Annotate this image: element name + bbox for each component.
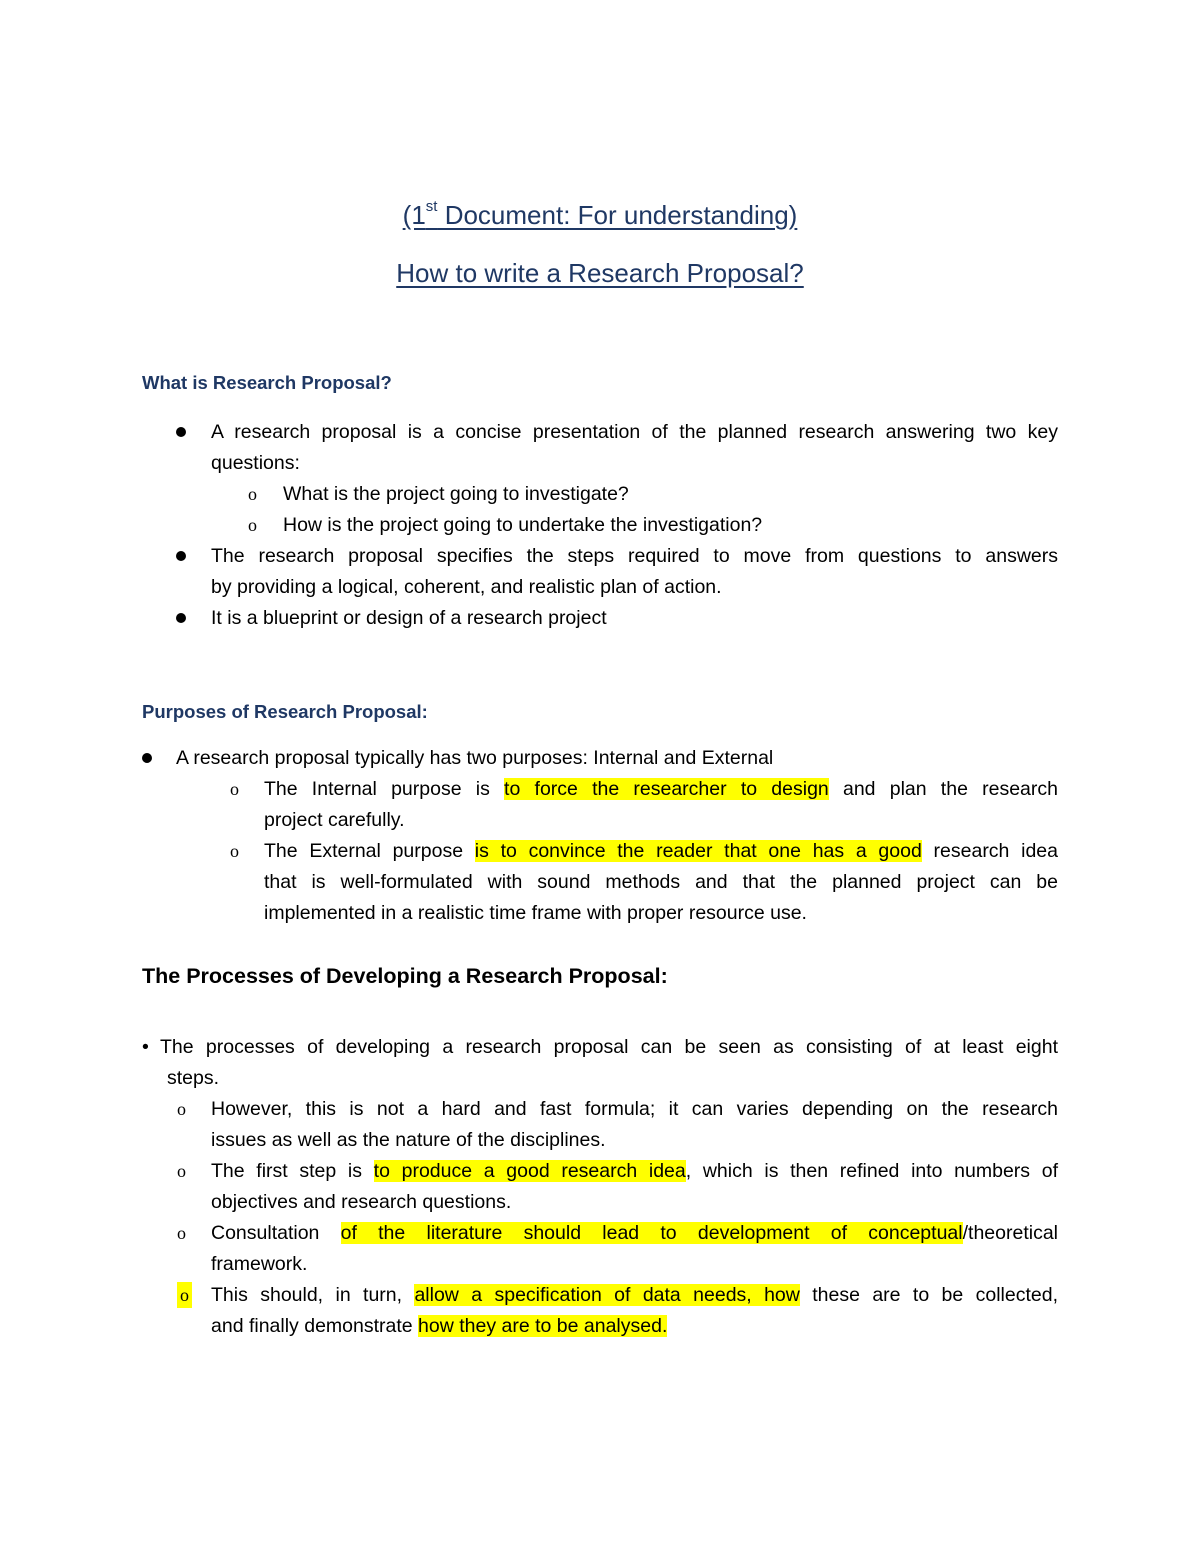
doc-superscript: st (425, 198, 438, 216)
list-item-text: It is a blueprint or design of a research project (211, 607, 607, 629)
sub-list-item-text: The first step is to produce a good research idea, which is then refined into numbers of (211, 1160, 1058, 1182)
highlight: how they are to be analysed. (418, 1315, 668, 1337)
bullet-icon (176, 613, 186, 623)
page-title: How to write a Research Proposal? (396, 258, 804, 288)
sub-bullet-icon: o (248, 515, 257, 535)
highlight: to produce a good research idea (373, 1160, 686, 1182)
sub-list-item-text: The Internal purpose is to force the researcher to design and plan the research (264, 778, 1058, 800)
sub-list-item-text: objectives and research questions. (211, 1191, 512, 1213)
highlight: is to convince the reader that one has a good (474, 840, 922, 862)
sub-list-item-text: However, this is not a hard and fast formula; it can varies depending on the research (211, 1098, 1058, 1120)
sub-list-item-text: Consultation of the literature should lead to development of conceptual/theoretical (211, 1222, 1058, 1244)
sub-list-item-text: How is the project going to undertake the investigation? (283, 514, 763, 536)
sub-bullet-icon: o (230, 841, 239, 861)
highlight: to force the researcher to design (504, 778, 829, 800)
sub-list-item-text: issues as well as the nature of the disciplines. (211, 1129, 606, 1151)
doc-prefix: (1 (402, 200, 426, 230)
document-label (0, 200, 1200, 231)
doc-label-rest: Document: For understanding) (437, 200, 798, 230)
list-item-text: The research proposal specifies the steps required to move from questions to answers (211, 545, 1058, 567)
highlight: allow a specification of data needs, how (414, 1284, 800, 1306)
sub-bullet-icon: o (177, 1282, 192, 1308)
list-item-text: questions: (211, 452, 300, 474)
sub-list-item-text: This should, in turn, allow a specification of data needs, how these are to be collected, (211, 1284, 1059, 1306)
list-item-text: The processes of developing a research proposal can be seen as consisting of at least eight (160, 1036, 1058, 1058)
list-item-text: A research proposal typically has two purposes: Internal and External (176, 747, 774, 769)
sub-bullet-icon: o (177, 1223, 186, 1243)
sub-list-item-text: implemented in a realistic time frame with proper resource use. (264, 902, 807, 924)
bullet-icon: • (142, 1036, 149, 1058)
bullet-icon (142, 753, 152, 763)
section-heading-what-is: What is Research Proposal? (142, 372, 392, 393)
sub-bullet-icon: o (230, 779, 239, 799)
section-heading-processes: The Processes of Developing a Research Proposal: (142, 964, 668, 988)
bullet-icon (176, 551, 186, 561)
section-heading-purposes: Purposes of Research Proposal: (142, 701, 428, 722)
bullet-icon (176, 427, 186, 437)
list-item-text: by providing a logical, coherent, and realistic plan of action. (211, 576, 722, 598)
sub-list-item-text: and finally demonstrate how they are to be analysed. (211, 1315, 668, 1337)
sub-list-item-text: framework. (211, 1253, 308, 1275)
sub-list-item-text: project carefully. (264, 809, 405, 831)
list-item-text: A research proposal is a concise presentation of the planned research answering two key (211, 421, 1058, 443)
sub-list-item-text: that is well-formulated with sound methods and that the planned project can be (264, 871, 1058, 893)
sub-list-item-text: What is the project going to investigate? (283, 483, 629, 505)
sub-bullet-icon: o (248, 484, 257, 504)
sub-list-item-text: The External purpose is to convince the reader that one has a good research idea (264, 840, 1058, 862)
sub-bullet-icon: o (177, 1161, 186, 1181)
sub-bullet-icon: o (177, 1099, 186, 1119)
highlight: of the literature should lead to development of conceptual (340, 1222, 963, 1244)
list-item-text: steps. (167, 1067, 220, 1089)
